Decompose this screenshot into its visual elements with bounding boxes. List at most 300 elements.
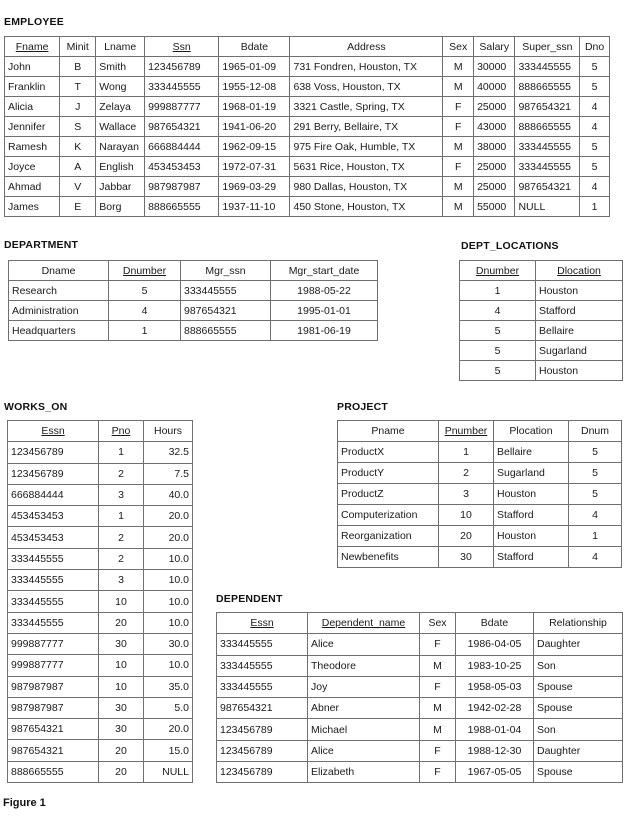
table-cell: 25000 — [474, 177, 515, 197]
table-cell: 32.5 — [144, 442, 193, 463]
table-cell: 10.0 — [144, 548, 193, 569]
works-on-body — [8, 442, 193, 783]
works-on-title: WORKS_ON — [4, 401, 68, 413]
department-header-row — [9, 261, 378, 281]
table-cell: Newbenefits — [338, 547, 439, 568]
project-table — [337, 420, 622, 568]
table-row — [460, 321, 623, 341]
table-cell: 291 Berry, Bellaire, TX — [290, 117, 443, 137]
dependent-column-header — [217, 613, 308, 634]
table-cell: 5 — [109, 281, 181, 301]
table-cell: 40000 — [474, 77, 515, 97]
table-cell: 999887777 — [8, 655, 99, 676]
dependent-column-header — [308, 613, 420, 634]
table-cell: F — [420, 676, 456, 697]
employee-column-header-label: Salary — [479, 40, 510, 53]
employee-column-header-label: Ssn — [172, 40, 191, 53]
table-row — [217, 698, 623, 719]
table-cell: Jennifer — [5, 117, 60, 137]
table-row — [8, 591, 193, 612]
project-column-header-label: Pnumber — [444, 425, 488, 437]
table-cell: 1 — [109, 321, 181, 341]
table-cell: Houston — [536, 361, 623, 381]
table-cell: 987654321 — [181, 301, 271, 321]
dept-locations-column-header — [460, 261, 536, 281]
table-cell: 2 — [99, 527, 144, 548]
table-cell: 4 — [109, 301, 181, 321]
table-row — [5, 137, 610, 157]
table-cell: 1942-02-28 — [456, 698, 534, 719]
table-row — [217, 740, 623, 761]
table-cell: M — [443, 57, 474, 77]
table-cell: 453453453 — [8, 506, 99, 527]
table-row — [8, 740, 193, 761]
table-cell: 123456789 — [8, 463, 99, 484]
table-cell: 4 — [580, 177, 610, 197]
table-cell: 1 — [460, 281, 536, 301]
table-cell: Smith — [96, 57, 145, 77]
dept-locations-column-header-label: Dnumber — [475, 264, 520, 277]
table-cell: ProductZ — [338, 484, 439, 505]
table-cell: M — [443, 197, 474, 217]
table-row — [217, 762, 623, 783]
table-cell: 5 — [580, 157, 610, 177]
table-cell: 20 — [99, 761, 144, 782]
dept-locations-header — [460, 261, 623, 281]
dependent-column-header-label: Sex — [428, 617, 447, 630]
table-cell: 30000 — [474, 57, 515, 77]
table-row — [8, 463, 193, 484]
table-row — [5, 77, 610, 97]
table-cell: 15.0 — [144, 740, 193, 761]
dependent-column-header-label: Essn — [250, 617, 274, 630]
table-row — [5, 97, 610, 117]
table-cell: Daughter — [534, 740, 623, 761]
table-cell: M — [420, 719, 456, 740]
employee-column-header — [5, 37, 60, 57]
table-cell: Headquarters — [9, 321, 109, 341]
table-cell: 987654321 — [515, 177, 580, 197]
table-cell: English — [96, 157, 145, 177]
table-cell: 30.0 — [144, 633, 193, 654]
department-header — [9, 261, 378, 281]
department-column-header-label: Mgr_start_date — [288, 264, 360, 277]
table-cell: 5 — [569, 442, 622, 463]
dependent-column-header-label: Dependent_name — [321, 617, 406, 630]
department-column-header — [181, 261, 271, 281]
table-cell: 987654321 — [515, 97, 580, 117]
employee-column-header — [443, 37, 474, 57]
table-cell: Houston — [494, 484, 569, 505]
table-cell: 10.0 — [144, 655, 193, 676]
table-cell: 25000 — [474, 157, 515, 177]
table-cell: F — [443, 97, 474, 117]
dependent-column-header — [420, 613, 456, 634]
table-cell: 987654321 — [8, 719, 99, 740]
table-cell: 20 — [99, 740, 144, 761]
table-cell: Alice — [308, 634, 420, 655]
table-row — [338, 484, 622, 505]
department-column-header — [271, 261, 378, 281]
table-row — [8, 527, 193, 548]
table-cell: 1988-05-22 — [271, 281, 378, 301]
table-cell: 888665555 — [515, 77, 580, 97]
table-row — [338, 442, 622, 463]
table-cell: F — [420, 634, 456, 655]
table-cell: Reorganization — [338, 526, 439, 547]
employee-column-header — [60, 37, 96, 57]
table-cell: 20.0 — [144, 527, 193, 548]
table-cell: 987654321 — [8, 740, 99, 761]
employee-column-header-label: Sex — [449, 40, 468, 53]
dependent-column-header — [456, 613, 534, 634]
figure-caption: Figure 1 — [3, 797, 46, 809]
table-cell: 333445555 — [8, 612, 99, 633]
table-cell: 333445555 — [8, 591, 99, 612]
table-cell: Zelaya — [96, 97, 145, 117]
table-cell: M — [420, 698, 456, 719]
table-cell: S — [60, 117, 96, 137]
table-cell: 10 — [99, 676, 144, 697]
table-cell: 123456789 — [8, 442, 99, 463]
table-cell: Stafford — [494, 505, 569, 526]
project-header-row — [338, 421, 622, 442]
table-cell: 1988-01-04 — [456, 719, 534, 740]
dept-locations-block — [459, 260, 623, 381]
department-column-header-label: Dnumber — [122, 264, 167, 277]
employee-header-row — [5, 37, 610, 57]
table-cell: 333445555 — [217, 676, 308, 697]
table-cell: J — [60, 97, 96, 117]
works-on-column-header-label: Essn — [41, 425, 65, 438]
table-cell: 1988-12-30 — [456, 740, 534, 761]
table-cell: Alice — [308, 740, 420, 761]
table-cell: 980 Dallas, Houston, TX — [290, 177, 443, 197]
dept-locations-column-header-label: Dlocation — [557, 264, 601, 277]
table-cell: ProductY — [338, 463, 439, 484]
table-cell: 43000 — [474, 117, 515, 137]
table-cell: 20.0 — [144, 506, 193, 527]
dependent-column-header-label: Relationship — [549, 617, 607, 630]
table-cell: 888665555 — [8, 761, 99, 782]
table-cell: Michael — [308, 719, 420, 740]
table-row — [217, 655, 623, 676]
table-cell: Wallace — [96, 117, 145, 137]
table-cell: 10.0 — [144, 570, 193, 591]
table-cell: 4 — [569, 547, 622, 568]
table-cell: Stafford — [536, 301, 623, 321]
dept-locations-header-row — [460, 261, 623, 281]
table-row — [338, 505, 622, 526]
table-cell: 25000 — [474, 97, 515, 117]
table-row — [8, 484, 193, 505]
table-cell: 975 Fire Oak, Humble, TX — [290, 137, 443, 157]
project-column-header-label: Pname — [371, 425, 405, 437]
works-on-column-header — [8, 421, 99, 442]
table-cell: T — [60, 77, 96, 97]
table-cell: 30 — [99, 719, 144, 740]
table-row — [338, 547, 622, 568]
table-cell: 1 — [99, 506, 144, 527]
table-cell: 888665555 — [515, 117, 580, 137]
table-cell: 1986-04-05 — [456, 634, 534, 655]
table-cell: 1 — [580, 197, 610, 217]
table-row — [8, 761, 193, 782]
table-row — [8, 570, 193, 591]
table-row — [8, 633, 193, 654]
table-cell: Administration — [9, 301, 109, 321]
table-row — [460, 361, 623, 381]
table-row — [8, 655, 193, 676]
table-cell: 30 — [439, 547, 494, 568]
table-cell: 5 — [460, 361, 536, 381]
table-cell: A — [60, 157, 96, 177]
table-cell: 5 — [460, 321, 536, 341]
table-cell: 5 — [580, 57, 610, 77]
employee-column-header — [474, 37, 515, 57]
table-cell: 638 Voss, Houston, TX — [290, 77, 443, 97]
table-row — [8, 442, 193, 463]
table-cell: 1955-12-08 — [219, 77, 290, 97]
table-cell: Houston — [536, 281, 623, 301]
dependent-block — [216, 612, 623, 783]
table-cell: Spouse — [534, 762, 623, 783]
table-cell: 5.0 — [144, 697, 193, 718]
table-cell: 1972-07-31 — [219, 157, 290, 177]
works-on-table — [7, 420, 193, 783]
employee-column-header-label: Address — [347, 40, 386, 53]
table-cell: 666884444 — [145, 137, 219, 157]
employee-column-header-label: Dno — [584, 40, 605, 53]
table-cell: Joyce — [5, 157, 60, 177]
table-cell: 666884444 — [8, 484, 99, 505]
table-cell: Alicia — [5, 97, 60, 117]
table-row — [5, 177, 610, 197]
table-cell: 1958-05-03 — [456, 676, 534, 697]
employee-table — [4, 36, 610, 217]
table-cell: 5 — [580, 137, 610, 157]
dependent-table — [216, 612, 623, 783]
table-cell: 55000 — [474, 197, 515, 217]
table-cell: 3 — [439, 484, 494, 505]
employee-block — [4, 36, 610, 217]
dept-locations-table — [459, 260, 623, 381]
works-on-column-header-label: Hours — [153, 425, 182, 438]
table-cell: Theodore — [308, 655, 420, 676]
table-cell: K — [60, 137, 96, 157]
department-column-header-label: Dname — [41, 264, 76, 277]
table-cell: 999887777 — [8, 633, 99, 654]
table-row — [8, 506, 193, 527]
table-cell: 450 Stone, Houston, TX — [290, 197, 443, 217]
table-row — [460, 341, 623, 361]
table-cell: E — [60, 197, 96, 217]
table-cell: M — [420, 655, 456, 676]
employee-column-header — [219, 37, 290, 57]
table-cell: NULL — [144, 761, 193, 782]
table-row — [5, 57, 610, 77]
table-cell: 888665555 — [181, 321, 271, 341]
project-body — [338, 442, 622, 568]
table-cell: 1967-05-05 — [456, 762, 534, 783]
table-cell: 999887777 — [145, 97, 219, 117]
table-cell: 20.0 — [144, 719, 193, 740]
project-column-header — [338, 421, 439, 442]
table-cell: 30 — [99, 697, 144, 718]
table-cell: 10 — [99, 655, 144, 676]
table-cell: Ahmad — [5, 177, 60, 197]
works-on-block — [7, 420, 193, 783]
table-cell: 5631 Rice, Houston, TX — [290, 157, 443, 177]
table-cell: 4 — [580, 117, 610, 137]
department-column-header — [109, 261, 181, 281]
table-cell: 453453453 — [145, 157, 219, 177]
table-cell: 333445555 — [217, 655, 308, 676]
dept-locations-title: DEPT_LOCATIONS — [461, 240, 559, 252]
table-cell: Sugarland — [536, 341, 623, 361]
table-cell: 5 — [569, 484, 622, 505]
table-row — [8, 719, 193, 740]
table-cell: M — [443, 137, 474, 157]
department-block — [8, 260, 378, 341]
table-row — [217, 676, 623, 697]
table-cell: 333445555 — [8, 548, 99, 569]
employee-column-header-label: Bdate — [240, 40, 269, 53]
table-row — [5, 117, 610, 137]
table-cell: Joy — [308, 676, 420, 697]
dependent-body — [217, 634, 623, 783]
table-cell: 123456789 — [217, 719, 308, 740]
dependent-column-header — [534, 613, 623, 634]
table-row — [5, 197, 610, 217]
department-table — [8, 260, 378, 341]
table-row — [460, 301, 623, 321]
table-row — [460, 281, 623, 301]
table-cell: 40.0 — [144, 484, 193, 505]
table-cell: Son — [534, 655, 623, 676]
table-row — [8, 548, 193, 569]
table-cell: 453453453 — [8, 527, 99, 548]
employee-column-header — [145, 37, 219, 57]
table-cell: 987987987 — [8, 676, 99, 697]
dept-locations-body — [460, 281, 623, 381]
employee-title: EMPLOYEE — [4, 16, 64, 28]
dependent-header — [217, 613, 623, 634]
employee-column-header-label: Minit — [66, 40, 89, 53]
employee-column-header-label: Fname — [15, 40, 49, 53]
table-cell: Spouse — [534, 698, 623, 719]
project-column-header — [569, 421, 622, 442]
table-cell: 333445555 — [515, 157, 580, 177]
table-cell: Abner — [308, 698, 420, 719]
project-header — [338, 421, 622, 442]
dependent-title: DEPENDENT — [216, 593, 283, 605]
table-cell: 1983-10-25 — [456, 655, 534, 676]
table-cell: Borg — [96, 197, 145, 217]
table-cell: 3 — [99, 484, 144, 505]
project-column-header — [494, 421, 569, 442]
table-cell: 1995-01-01 — [271, 301, 378, 321]
table-cell: 333445555 — [217, 634, 308, 655]
table-cell: 4 — [460, 301, 536, 321]
table-cell: 333445555 — [181, 281, 271, 301]
table-cell: 987987987 — [145, 177, 219, 197]
table-cell: 35.0 — [144, 676, 193, 697]
department-column-header-label: Mgr_ssn — [205, 264, 246, 277]
table-cell: James — [5, 197, 60, 217]
table-cell: 1965-01-09 — [219, 57, 290, 77]
table-cell: 987987987 — [8, 697, 99, 718]
table-cell: NULL — [515, 197, 580, 217]
table-cell: 2 — [439, 463, 494, 484]
table-cell: ProductX — [338, 442, 439, 463]
table-cell: 1 — [439, 442, 494, 463]
table-row — [8, 676, 193, 697]
table-cell: Computerization — [338, 505, 439, 526]
table-cell: Wong — [96, 77, 145, 97]
table-cell: F — [443, 157, 474, 177]
department-body — [9, 281, 378, 341]
table-cell: Stafford — [494, 547, 569, 568]
table-cell: Narayan — [96, 137, 145, 157]
table-cell: 20 — [99, 612, 144, 633]
table-cell: 987654321 — [217, 698, 308, 719]
table-cell: Franklin — [5, 77, 60, 97]
table-cell: 333445555 — [515, 57, 580, 77]
table-cell: Elizabeth — [308, 762, 420, 783]
table-cell: Ramesh — [5, 137, 60, 157]
table-cell: Houston — [494, 526, 569, 547]
table-cell: 1 — [569, 526, 622, 547]
project-column-header — [439, 421, 494, 442]
project-block — [337, 420, 622, 568]
table-cell: Son — [534, 719, 623, 740]
table-row — [9, 301, 378, 321]
employee-column-header — [290, 37, 443, 57]
table-row — [9, 321, 378, 341]
table-cell: F — [420, 762, 456, 783]
table-cell: 1937-11-10 — [219, 197, 290, 217]
table-cell: 5 — [580, 77, 610, 97]
works-on-column-header — [144, 421, 193, 442]
table-cell: 4 — [569, 505, 622, 526]
table-cell: 10 — [99, 591, 144, 612]
employee-column-header — [96, 37, 145, 57]
table-cell: 1941-06-20 — [219, 117, 290, 137]
table-cell: 7.5 — [144, 463, 193, 484]
table-cell: Daughter — [534, 634, 623, 655]
table-cell: 3 — [99, 570, 144, 591]
employee-column-header — [515, 37, 580, 57]
table-cell: 987654321 — [145, 117, 219, 137]
project-column-header-label: Plocation — [509, 425, 553, 437]
table-cell: Jabbar — [96, 177, 145, 197]
table-cell: 30 — [99, 633, 144, 654]
table-cell: 1962-09-15 — [219, 137, 290, 157]
table-cell: 10.0 — [144, 591, 193, 612]
table-cell: 10 — [439, 505, 494, 526]
employee-column-header-label: Lname — [104, 40, 137, 53]
table-cell: Sugarland — [494, 463, 569, 484]
table-cell: 2 — [99, 548, 144, 569]
works-on-column-header-label: Pno — [111, 425, 131, 438]
table-row — [8, 697, 193, 718]
table-cell: Research — [9, 281, 109, 301]
table-cell: F — [443, 117, 474, 137]
project-title: PROJECT — [337, 401, 388, 413]
table-cell: 4 — [580, 97, 610, 117]
works-on-column-header — [99, 421, 144, 442]
